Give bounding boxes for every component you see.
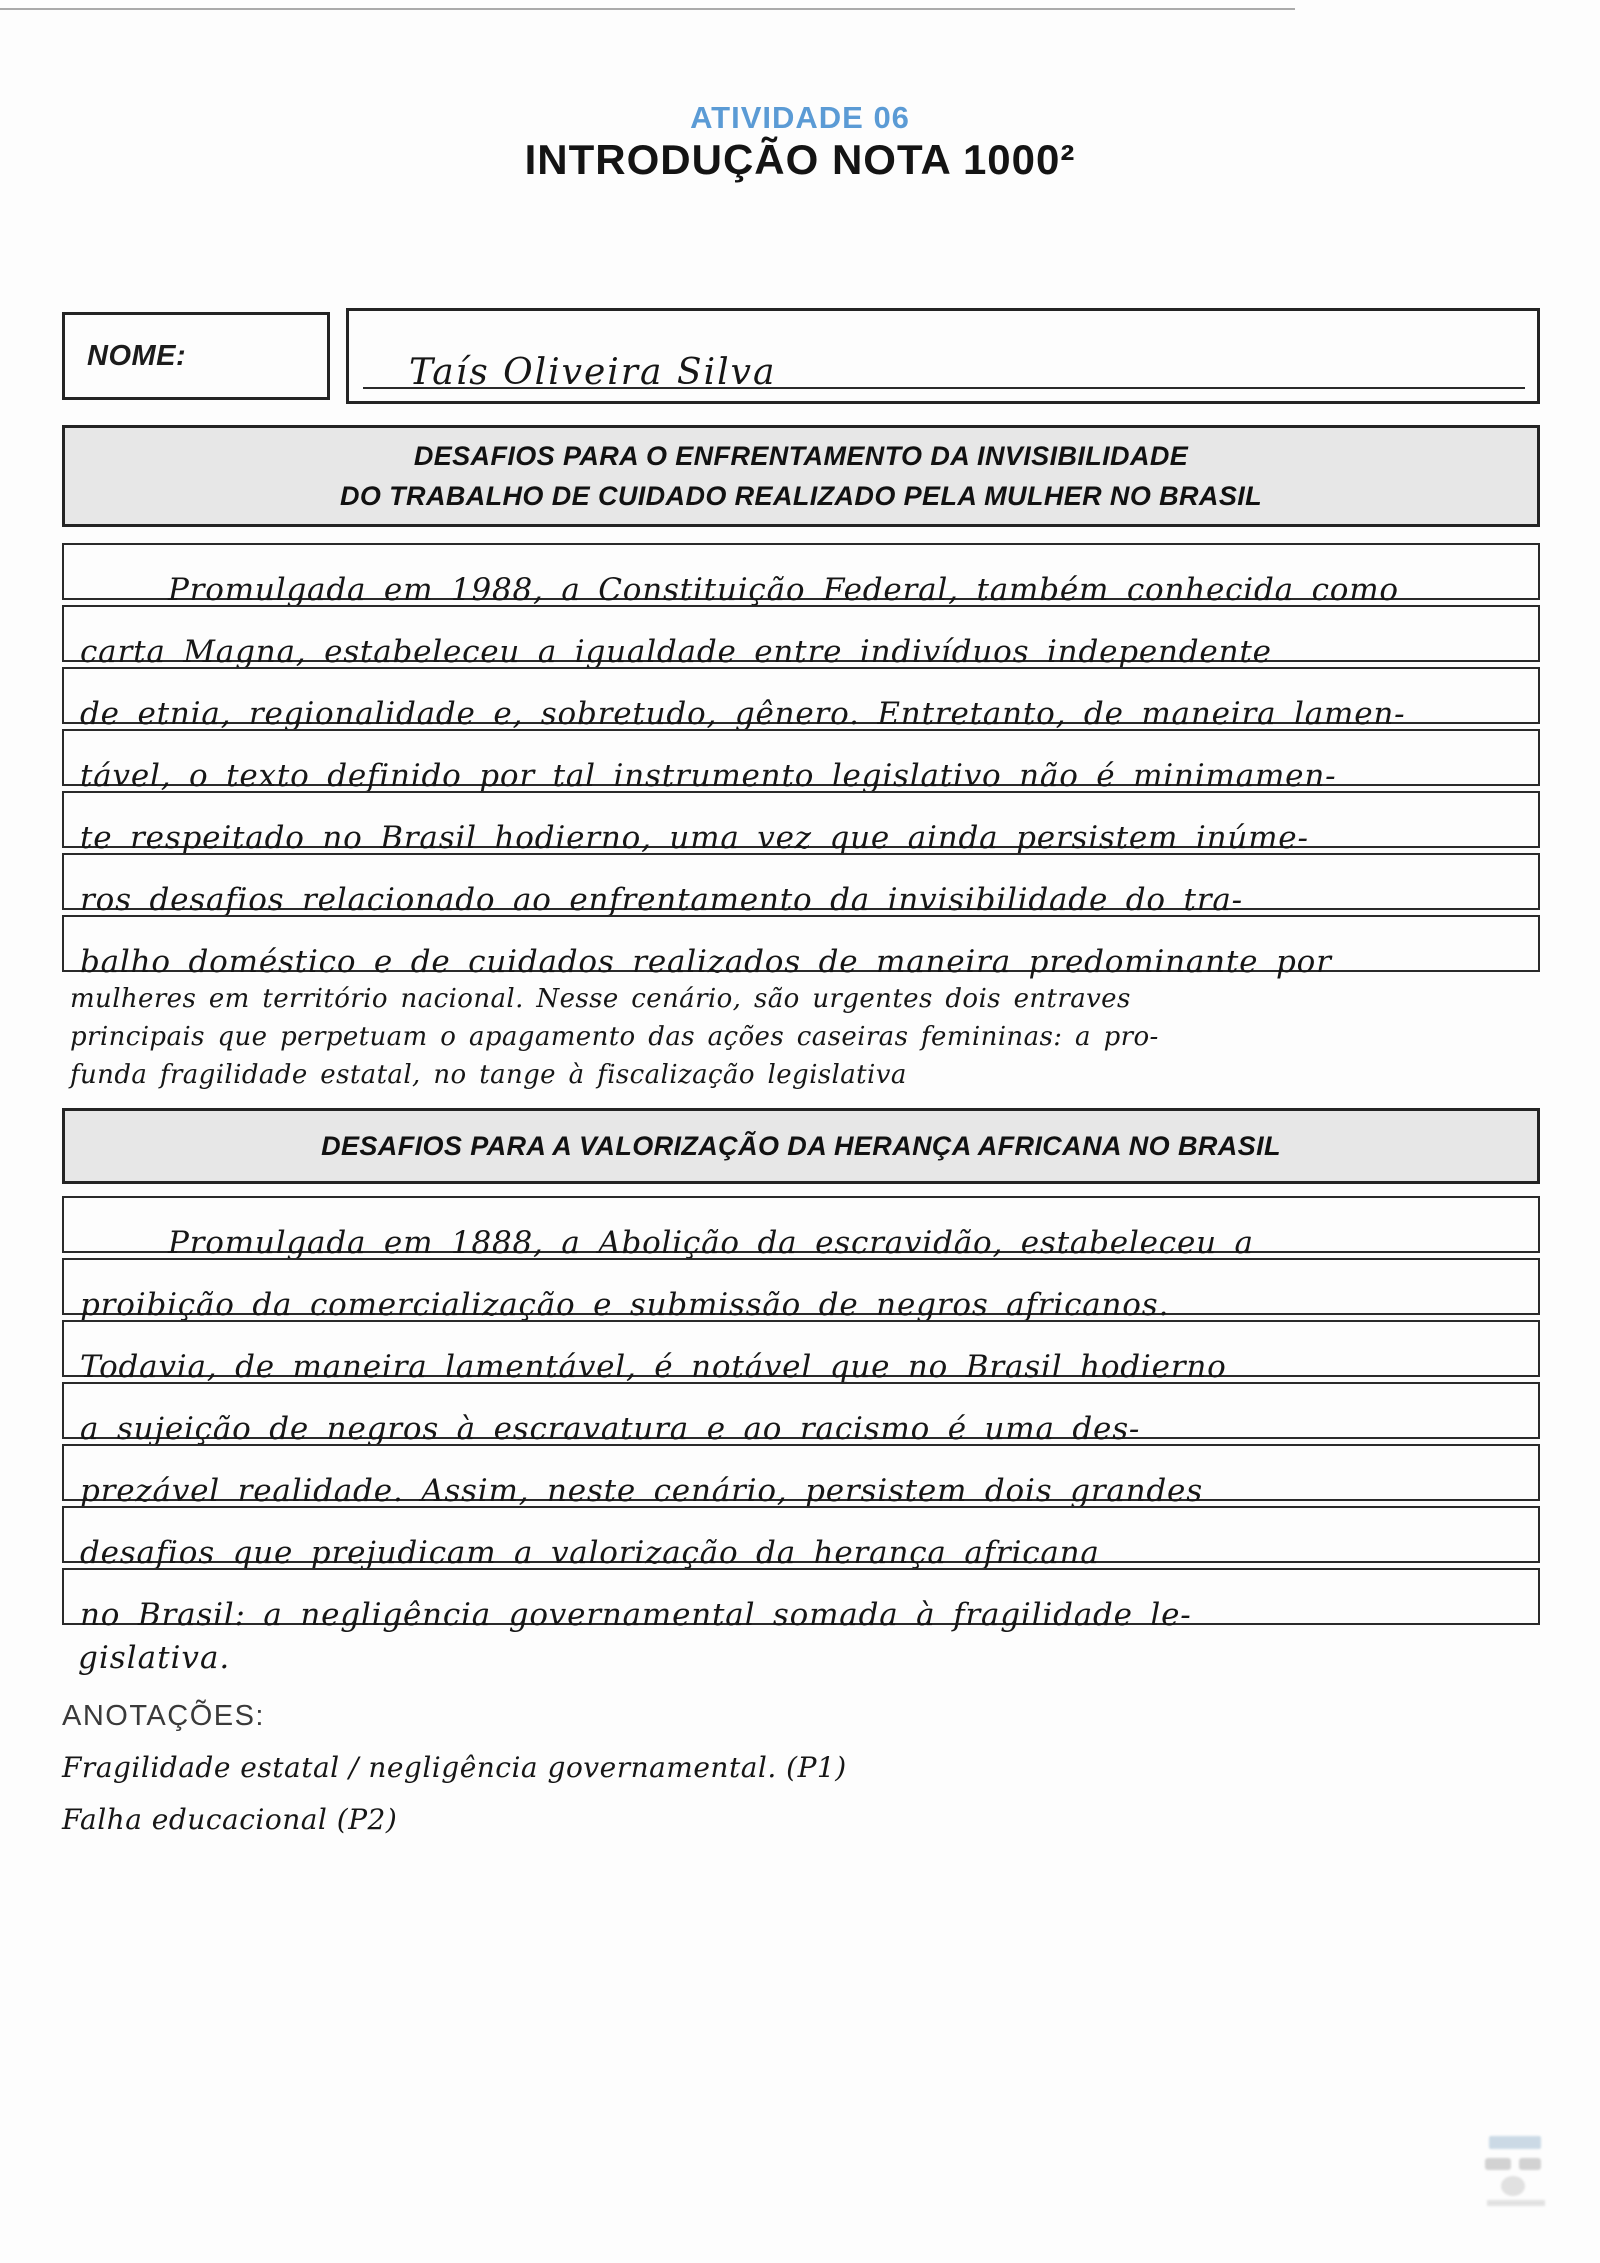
scan-edge-line [0, 8, 1295, 10]
section-2-header [62, 1108, 1540, 1184]
handwritten-text: Todavia, de maneira lamentável, é notável que no Brasil hodierno [80, 1349, 1227, 1385]
ruled-line [62, 791, 1540, 856]
page-title: INTRODUÇÃO NOTA 1000² [524, 136, 1076, 183]
ruled-line [62, 1382, 1540, 1447]
handwritten-text: tável, o texto definido por tal instrumento legislativo não é minimamen- [80, 758, 1337, 794]
name-label: NOME: [87, 339, 187, 372]
handwritten-text: ros desafios relacionado ao enfrentamento da invisibilidade do tra- [80, 882, 1243, 918]
handwritten-text: desafios que prejudicam a valorização da herança africana [80, 1535, 1100, 1571]
stamp-fragment [1487, 2200, 1545, 2206]
ruled-line [62, 667, 1540, 732]
name-field-box [346, 308, 1540, 404]
ruled-line [62, 1506, 1540, 1571]
ruled-line [62, 543, 1540, 608]
handwritten-text: principais que perpetuam o apagamento das ações caseiras femininas: a pro- [70, 1022, 1159, 1052]
annotations-label: ANOTAÇÕES: [62, 1700, 265, 1732]
handwritten-text: a sujeição de negros à escravatura e ao racismo é uma des- [80, 1411, 1141, 1447]
ruled-line [62, 1258, 1540, 1323]
stamp-fragment [1519, 2158, 1541, 2170]
section-2-heading-line1: DESAFIOS PARA A VALORIZAÇÃO DA HERANÇA AFRICANA NO BRASIL [321, 1131, 1281, 1161]
handwritten-text: no Brasil: a negligência governamental somada à fragilidade le- [80, 1597, 1192, 1633]
annotations-handwriting [62, 1742, 847, 1846]
ruled-line [62, 915, 1540, 980]
ruled-line [62, 1320, 1540, 1385]
name-label-box [62, 312, 330, 400]
annotation-line: Falha educacional (P2) [62, 1803, 398, 1836]
ruled-line [62, 605, 1540, 670]
section-1-writing-area [62, 543, 1540, 980]
ruled-line [62, 1196, 1540, 1261]
handwritten-text: mulheres em território nacional. Nesse cenário, são urgentes dois entraves [70, 984, 1131, 1014]
handwritten-text: Promulgada em 1888, a Abolição da escravidão, estabeleceu a [168, 1225, 1254, 1261]
section-1-heading-line1: DESAFIOS PARA O ENFRENTAMENTO DA INVISIBILIDADE [413, 441, 1189, 471]
handwritten-text: proibição da comercialização e submissão de negros africanos. [80, 1287, 1170, 1323]
handwritten-text: funda fragilidade estatal, no tange à fiscalização legislativa [70, 1060, 907, 1090]
stamp-fragment [1485, 2158, 1511, 2170]
handwritten-text: carta Magna, estabeleceu a igualdade entre indivíduos independente [80, 634, 1272, 670]
ruled-line [62, 729, 1540, 794]
handwritten-text: te respeitado no Brasil hodierno, uma vez que ainda persistem inúme- [80, 820, 1309, 856]
stamp-fragment [1501, 2176, 1525, 2196]
section-1-heading-line2: DO TRABALHO DE CUIDADO REALIZADO PELA MULHER NO BRASIL [339, 481, 1263, 511]
scanner-stamp-smudge [1483, 2132, 1555, 2216]
section-1-overflow-handwriting [70, 980, 1548, 1094]
handwritten-text: Promulgada em 1988, a Constituição Federal, também conhecida como [168, 572, 1399, 608]
section-2-writing-area [62, 1196, 1540, 1633]
handwritten-text: prezável realidade. Assim, neste cenário, persistem dois grandes [80, 1473, 1203, 1509]
handwritten-text: de etnia, regionalidade e, sobretudo, gênero. Entretanto, de maneira lamen- [80, 696, 1406, 732]
activity-label: ATIVIDADE 06 [690, 100, 910, 135]
ruled-line [62, 853, 1540, 918]
annotation-line: Fragilidade estatal / negligência governamental. (P1) [62, 1751, 847, 1784]
section-1-header [62, 425, 1540, 527]
handwritten-text: balho doméstico e de cuidados realizados de maneira predominante por [80, 944, 1332, 980]
name-row [62, 312, 1540, 400]
stamp-fragment [1489, 2136, 1541, 2149]
name-handwritten-value: Taís Oliveira Silva [409, 352, 777, 393]
section-2-overflow-handwriting [78, 1640, 230, 1676]
handwritten-text: gislativa. [78, 1640, 231, 1676]
ruled-line [62, 1444, 1540, 1509]
ruled-line [62, 1568, 1540, 1633]
